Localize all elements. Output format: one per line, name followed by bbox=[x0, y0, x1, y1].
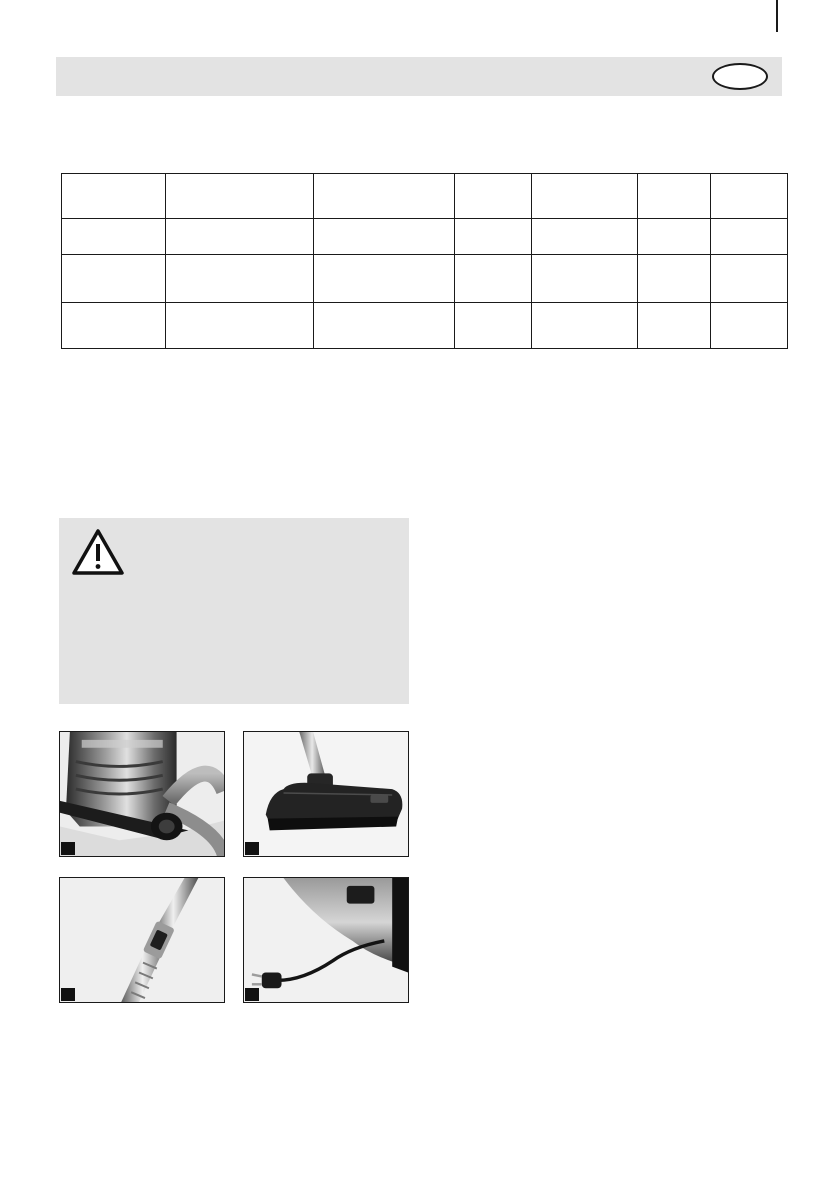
table-cell bbox=[314, 255, 455, 303]
table-cell bbox=[62, 303, 166, 349]
figure-number bbox=[245, 842, 259, 855]
table-cell bbox=[314, 219, 455, 255]
table-cell bbox=[62, 219, 166, 255]
table-cell bbox=[62, 255, 166, 303]
table-cell bbox=[711, 303, 788, 349]
table-cell bbox=[711, 174, 788, 219]
crop-mark bbox=[776, 0, 778, 32]
table-cell bbox=[638, 174, 711, 219]
table-cell bbox=[314, 174, 455, 219]
table-cell bbox=[711, 219, 788, 255]
table-cell bbox=[62, 174, 166, 219]
figure-number bbox=[245, 988, 259, 1001]
table-row bbox=[62, 303, 788, 349]
table-cell bbox=[532, 255, 638, 303]
warning-triangle-icon bbox=[70, 527, 126, 577]
table-cell bbox=[532, 303, 638, 349]
table-cell bbox=[455, 303, 532, 349]
table-cell bbox=[166, 174, 314, 219]
power-cord-plug-photo bbox=[243, 877, 409, 1003]
telescopic-tube-photo bbox=[59, 877, 225, 1003]
table-cell bbox=[455, 174, 532, 219]
figure-number bbox=[61, 988, 75, 1001]
table-cell bbox=[455, 255, 532, 303]
spec-table bbox=[61, 173, 788, 349]
table-row bbox=[62, 219, 788, 255]
table-cell bbox=[166, 255, 314, 303]
table-cell bbox=[166, 219, 314, 255]
language-badge bbox=[712, 63, 768, 90]
table-cell bbox=[711, 255, 788, 303]
table-cell bbox=[532, 174, 638, 219]
table-cell bbox=[638, 219, 711, 255]
table-cell bbox=[455, 219, 532, 255]
table-cell bbox=[638, 255, 711, 303]
table-row bbox=[62, 255, 788, 303]
floor-nozzle-photo bbox=[243, 731, 409, 857]
vacuum-body-hose-connection-photo bbox=[59, 731, 225, 857]
table-cell bbox=[532, 219, 638, 255]
table-cell bbox=[314, 303, 455, 349]
table-row bbox=[62, 174, 788, 219]
table-cell bbox=[638, 303, 711, 349]
table-cell bbox=[166, 303, 314, 349]
warning-box bbox=[59, 518, 409, 704]
figure-number bbox=[61, 842, 75, 855]
header-band bbox=[56, 57, 782, 96]
